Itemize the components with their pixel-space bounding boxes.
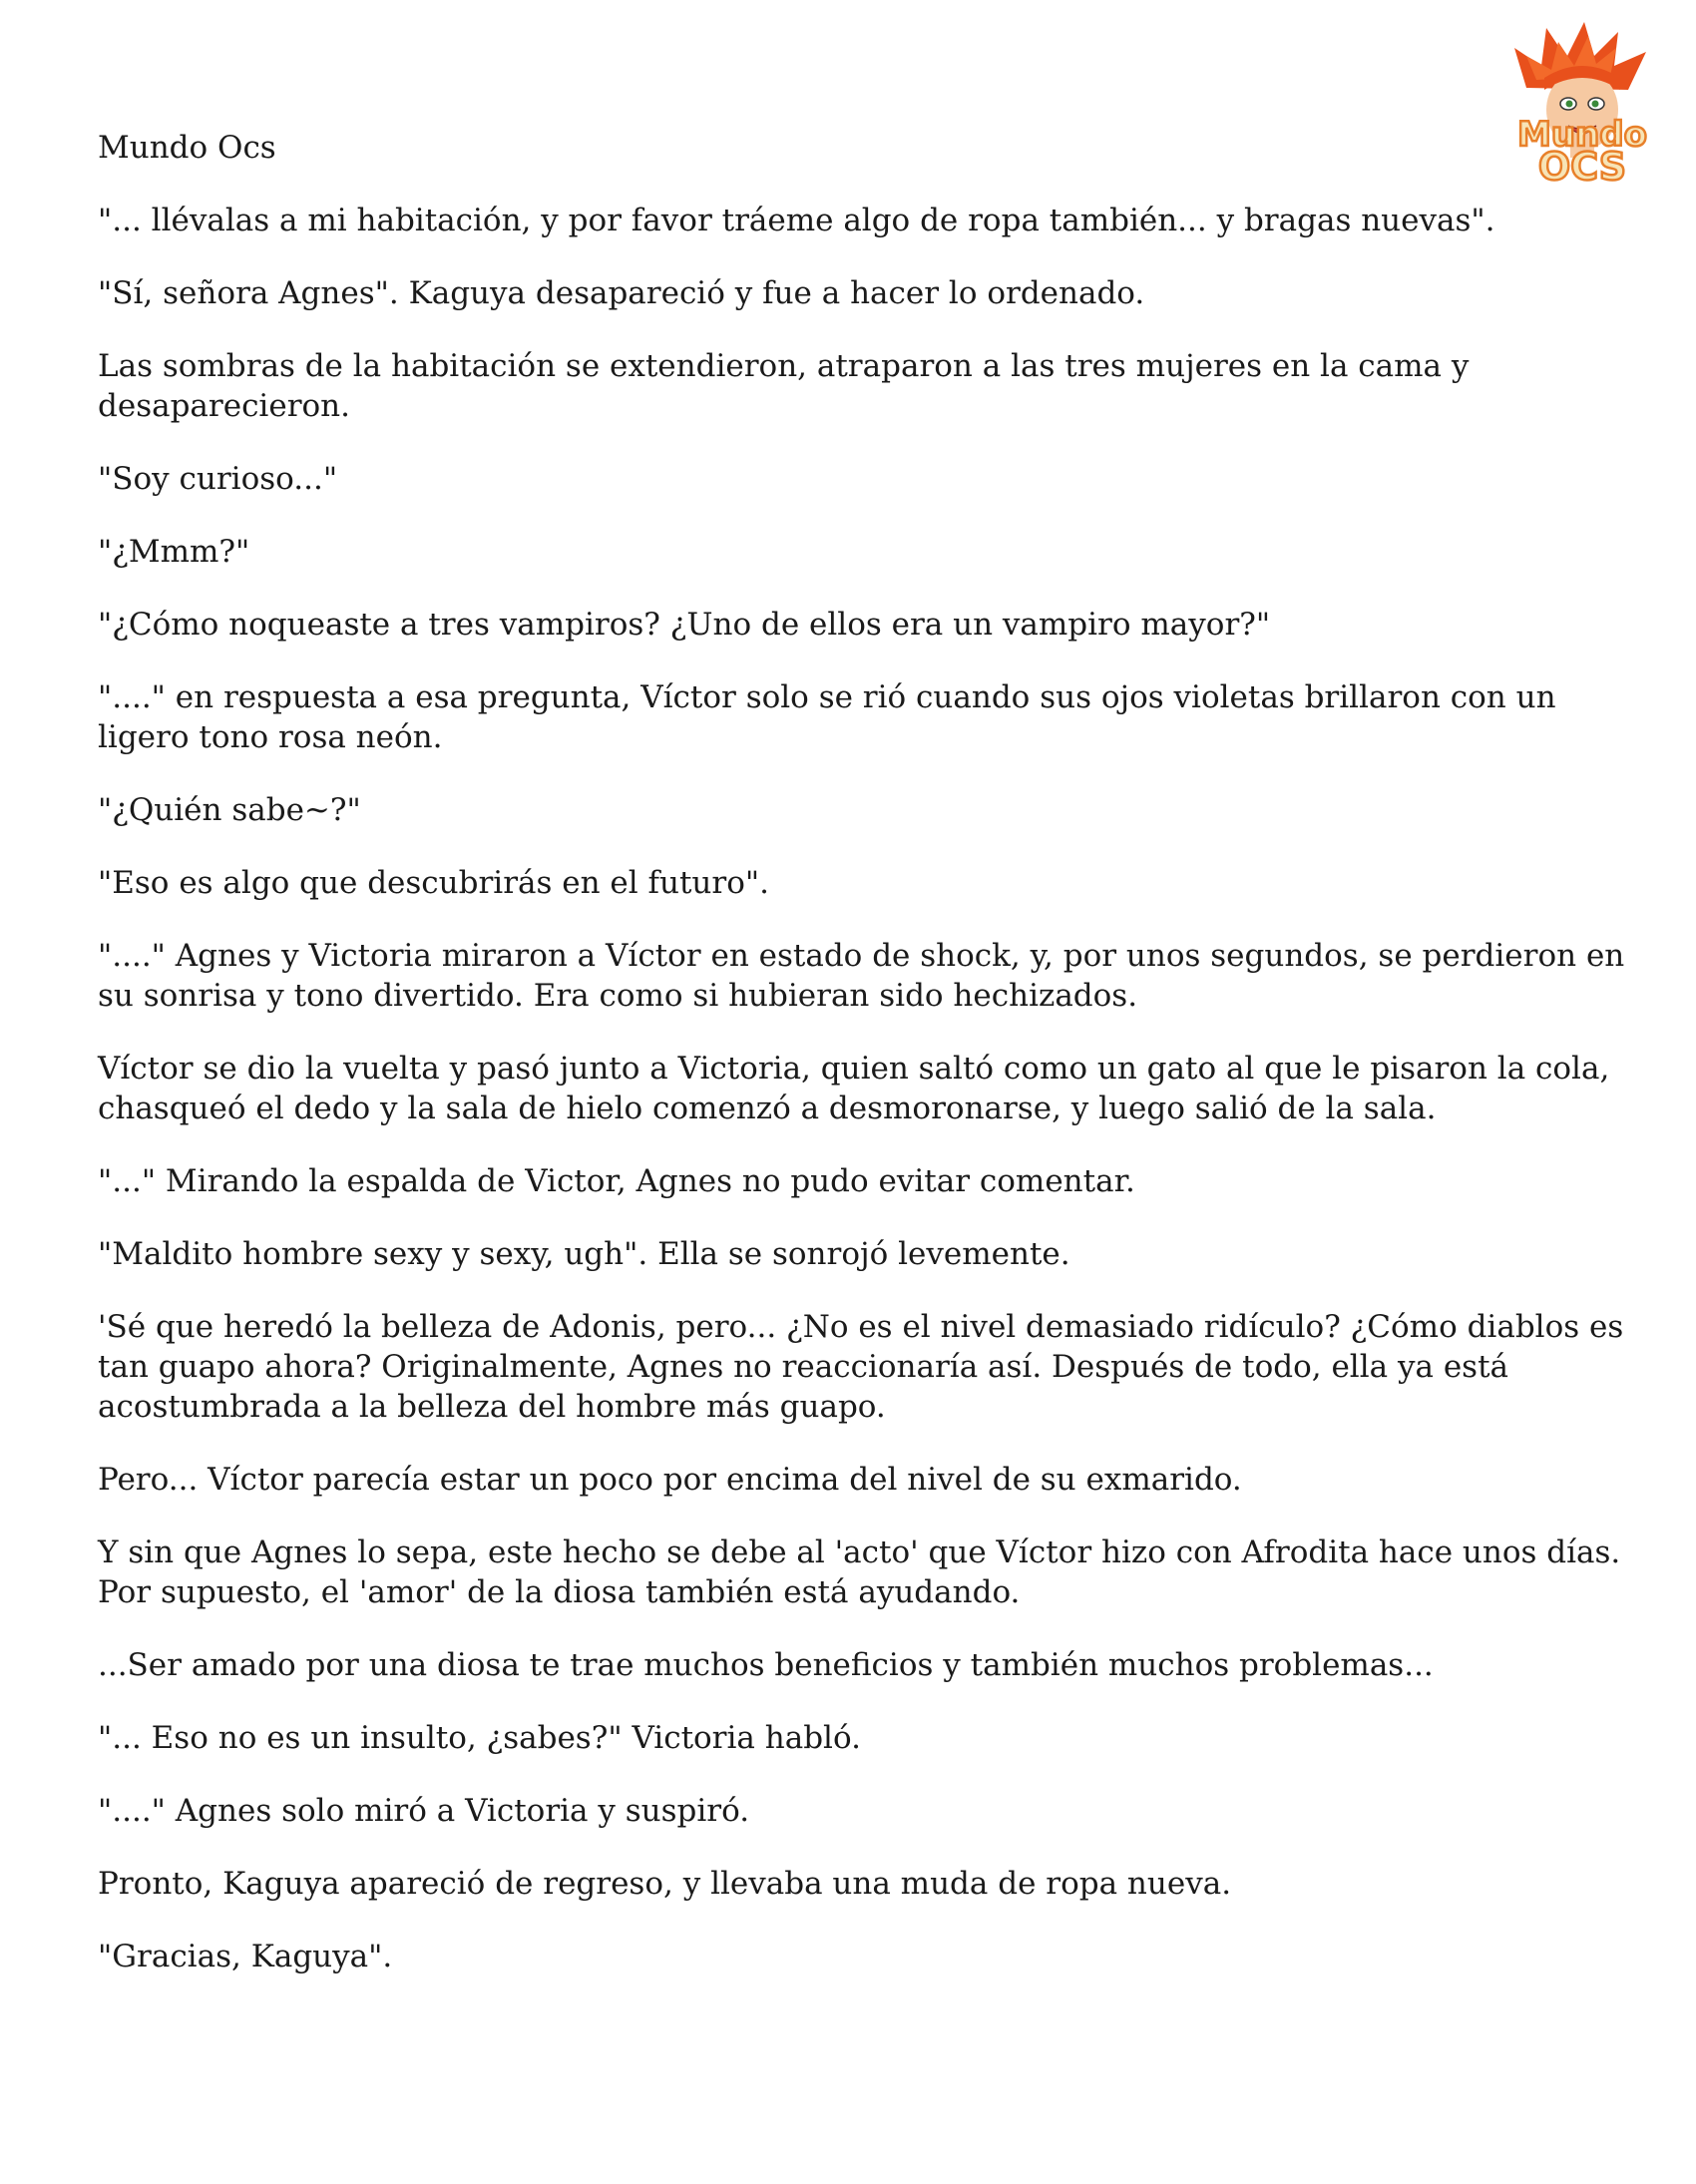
paragraph: "..." Mirando la espalda de Victor, Agnes no pudo evitar comentar.: [98, 1163, 1135, 1199]
paragraph: ...Ser amado por una diosa te trae muchos beneficios y también muchos problemas...: [98, 1647, 1434, 1683]
paragraph: Las sombras de la habitación se extendieron, atraparon a las tres mujeres en la cama y desaparecieron.: [98, 348, 1470, 424]
paragraph: "... llévalas a mi habitación, y por favor tráeme algo de ropa también... y bragas nuevas".: [98, 203, 1495, 238]
logo-text-line1: Mundo: [1517, 115, 1647, 155]
paragraph: "Soy curioso...": [98, 461, 338, 497]
paragraph: "...." en respuesta a esa pregunta, Víctor solo se rió cuando sus ojos violetas brillaron con un ligero tono rosa neón.: [98, 679, 1556, 755]
paragraph: "¿Cómo noqueaste a tres vampiros? ¿Uno de ellos era un vampiro mayor?": [98, 607, 1271, 643]
paragraph: Pero... Víctor parecía estar un poco por encima del nivel de su exmarido.: [98, 1462, 1242, 1498]
paragraph: "¿Quién sabe~?": [98, 792, 361, 828]
paragraph: Víctor se dio la vuelta y pasó junto a Victoria, quien saltó como un gato al que le pisaron la cola, chasqueó el dedo y la sala de hielo comenzó a desmoronarse, y luego salió de la sala.: [98, 1051, 1610, 1126]
paragraph: "... Eso no es un insulto, ¿sabes?" Victoria habló.: [98, 1720, 861, 1756]
paragraph: "¿Mmm?": [98, 534, 250, 570]
paragraph: Pronto, Kaguya apareció de regreso, y llevaba una muda de ropa nueva.: [98, 1866, 1232, 1902]
document-body: [98, 128, 1634, 2009]
logo-text-line2: OCS: [1537, 145, 1627, 188]
paragraph: "Maldito hombre sexy y sexy, ugh". Ella se sonrojó levemente.: [98, 1236, 1070, 1272]
paragraph: "...." Agnes solo miró a Victoria y suspiró.: [98, 1793, 750, 1829]
paragraph: 'Sé que heredó la belleza de Adonis, pero... ¿No es el nivel demasiado ridículo? ¿Cómo diablos es tan guapo ahora? Originalmente, Agnes no reaccionaría así. Después de todo, ella ya está acostumbrada a la belleza del hombre más guapo.: [98, 1309, 1624, 1425]
paragraph: "...." Agnes y Victoria miraron a Víctor en estado de shock, y, por unos segundos, se perdieron en su sonrisa y tono divertido. Era como si hubieran sido hechizados.: [98, 938, 1625, 1014]
paragraph: "Sí, señora Agnes". Kaguya desapareció y fue a hacer lo ordenado.: [98, 275, 1145, 311]
paragraph: "Gracias, Kaguya".: [98, 1939, 393, 1974]
document-header: Mundo Ocs: [98, 130, 276, 166]
paragraph: "Eso es algo que descubrirás en el futuro".: [98, 865, 769, 901]
paragraph: Y sin que Agnes lo sepa, este hecho se debe al 'acto' que Víctor hizo con Afrodita hace unos días. Por supuesto, el 'amor' de la diosa también está ayudando.: [98, 1534, 1621, 1610]
